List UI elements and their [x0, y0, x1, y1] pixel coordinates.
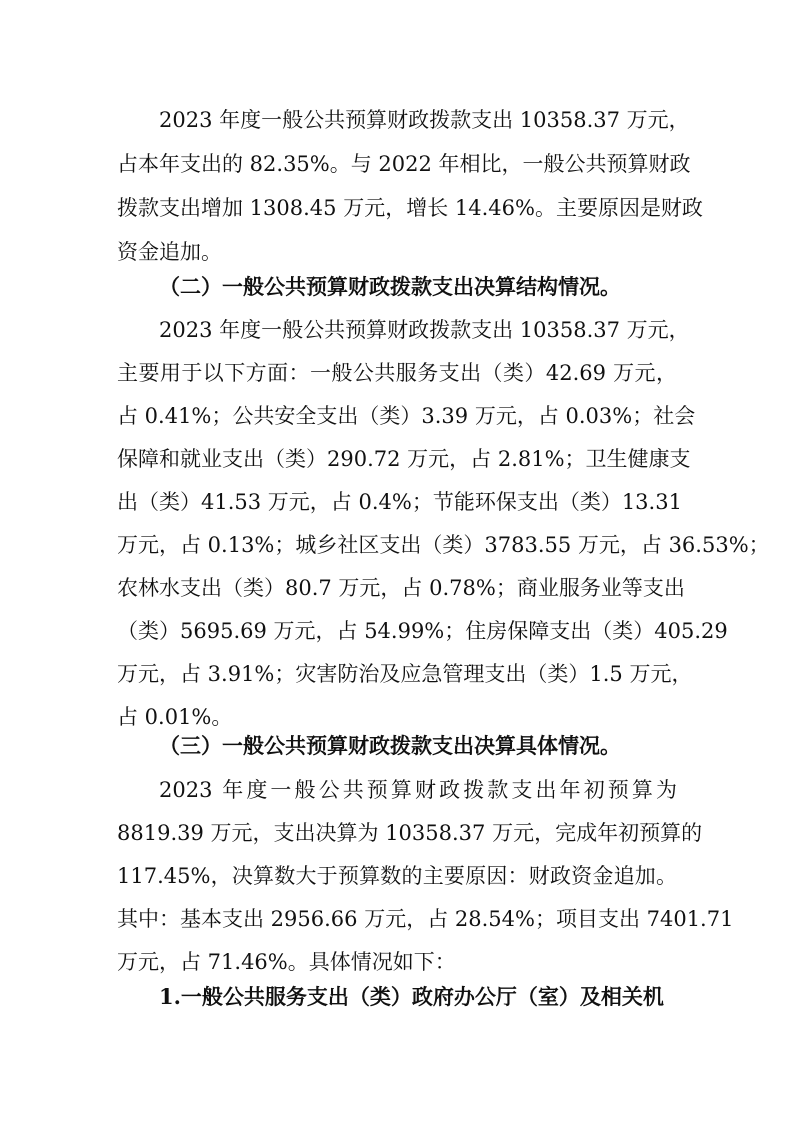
paragraph-line: 万元，占 71.46%。具体情况如下：	[117, 950, 456, 974]
paragraph-line: 拨款支出增加 1308.45 万元，增长 14.46%。主要原因是财政	[117, 196, 703, 220]
paragraph-line: 保障和就业支出（类）290.72 万元，占 2.81%；卫生健康支	[117, 447, 691, 471]
paragraph-line: 8819.39 万元，支出决算为 10358.37 万元，完成年初预算的	[117, 821, 703, 845]
paragraph-line: 2023 年度一般公共预算财政拨款支出年初预算为	[159, 778, 677, 802]
paragraph-line: 2023 年度一般公共预算财政拨款支出 10358.37 万元，	[159, 108, 690, 132]
paragraph-line: 资金追加。	[117, 240, 222, 264]
paragraph-line: 占 0.41%；公共安全支出（类）3.39 万元，占 0.03%；社会	[117, 404, 696, 428]
paragraph-line: 出（类）41.53 万元，占 0.4%；节能环保支出（类）13.31	[117, 490, 682, 514]
paragraph-line: 2023 年度一般公共预算财政拨款支出 10358.37 万元，	[159, 318, 690, 342]
paragraph-line: 万元，占 3.91%；灾害防治及应急管理支出（类）1.5 万元，	[117, 662, 693, 686]
paragraph-line: 万元，占 0.13%；城乡社区支出（类）3783.55 万元，占 36.53%；	[117, 533, 770, 557]
paragraph-line: 占 0.01%。	[117, 705, 233, 729]
paragraph-line: 主要用于以下方面：一般公共服务支出（类）42.69 万元，	[117, 361, 677, 385]
section-heading: （二）一般公共预算财政拨款支出决算结构情况。	[159, 274, 621, 299]
paragraph-line: （类）5695.69 万元，占 54.99%；住房保障支出（类）405.29	[117, 619, 728, 643]
paragraph-line: 占本年支出的 82.35%。与 2022 年相比，一般公共预算财政	[117, 152, 691, 176]
paragraph-line: 117.45%，决算数大于预算数的主要原因：财政资金追加。	[117, 864, 677, 888]
paragraph-line: 其中：基本支出 2956.66 万元，占 28.54%；项目支出 7401.71	[117, 907, 734, 931]
paragraph-line: 农林水支出（类）80.7 万元，占 0.78%；商业服务业等支出	[117, 576, 685, 600]
section-heading: （三）一般公共预算财政拨款支出决算具体情况。	[159, 733, 621, 758]
subsection-heading: 1.一般公共服务支出（类）政府办公厅（室）及相关机	[159, 984, 664, 1009]
